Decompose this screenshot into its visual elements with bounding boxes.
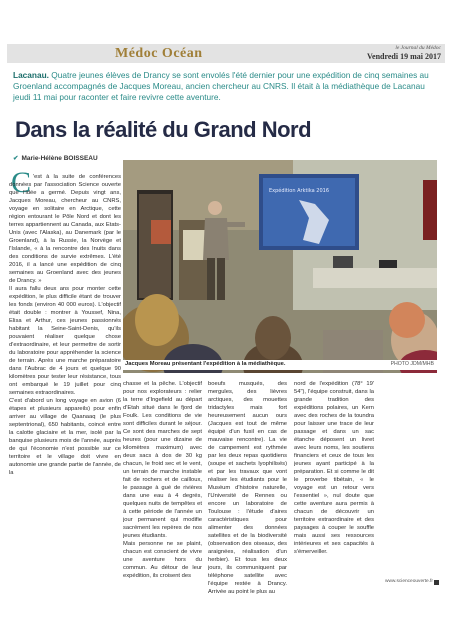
- article-headline: Dans la réalité du Grand Nord: [15, 117, 312, 142]
- article-photo: [123, 160, 437, 373]
- newspaper-brand: le Journal du Médoc: [395, 45, 441, 51]
- article-column-3: boeufs musqués, des mergules, des lièvres arctiques, des mouettes tridactyles mais fort heureusement aucun ours (Jacques est tout de même équipé d'un fusil en cas de mauvaise rencontre). La vie de campement est rythmée par les deux repas quotidiens (soupe et sachets lyophilisés) et par les travaux que vont réaliser les étudiants pour le Muséum d'histoire naturelle, l'Université de Rennes ou encore un laboratoire de Toulouse : l'étude d'aires caractéristiques pour alimenter des données satellites et de la biodiversité (observation des oiseaux, des araignées, réalisation d'un herbier). Et tous les deux jours, ils communiquent par téléphone satellite avec l'équipe restée à Drancy. Arrivée au point le plus au: [208, 381, 287, 595]
- article-lead: [13, 70, 441, 102]
- photo-credit: PHOTO JDM/MHB: [390, 361, 434, 367]
- article-column-1-text: 'est à la suite de conférences données par l'association Science ouverte que l'idée a germé. Depuis vingt ans, Jacques Moreau, chercheur au CNRS, voyage en solitaire en Arctique, cette région entourant le Pôle Nord et dont les terres appartiennent au Canada, aux Etats-Unis (avec l'Alaska), au Danemark (par le Groenland), à la Russie, la Norvège et l'Islande, « à la rencontre des Inuits dans des conditions de survie extrêmes. L'été 2016, il a lancé une expédition de cinq semaines au Groenland avec des jeunes de Drancy. » Il aura fallu deux ans pour monter cette expédition, le plus difficile étant de trouver les fonds (environ 40 000 euros). L'objectif était double : montrer à Youssef, Nina, Elisa et Arthur, ces jeunes passionnés habitant la Seine-Saint-Denis, qu'ils pouvaient réaliser quelque chose d'extraordinaire, et leur permettre de sortir du laboratoire pour appréhender la science de terrain. Après une marche préparatoire dans l'Aubrac de 4 jours et quelque 90 kilomètres pour tester leur résistance, tous ont embarqué le 19 juillet pour cinq semaines extraordinaires. C'est d'abord un long voyage en avion (6 étapes et plusieurs appareils) pour enfin arriver au village de Qaanaaq (le plus septentrional), 650 habitants, coincé entre la calotte glaciaire et la mer, isolé par la banquise plusieurs mois de l'année, auprès de qui l'économie n'est possible sur ce territoire et le village doit vivre en autonomie une grande partie de l'année, de la: [9, 174, 121, 476]
- dropcap: C: [11, 166, 32, 199]
- section-header: [7, 44, 445, 63]
- footer-url: www.scienceouverte.fr: [385, 579, 433, 584]
- article-column-4: nord de l'expédition (78° 19' 54"), l'équipe construit, dans la grande tradition des expéditions polaires, un Kern avec des roches de la toundra pour laisser une trace de leur passage et dans un sac étanche déposent un livret avec leurs noms, les soutiens financiers et ceux de tous les jeunes ayant participé à la préparation. Et si comme le dit le proverbe tibétain, « le voyage est un retour vers l'essentiel », nul doute que cette aventure aura permis à chacun de découvrir un territoire extraordinaire et des paysages à couper le souffle mais aussi ses ressources intérieures et ses capacités à s'émerveiller.: [294, 381, 374, 555]
- check-icon: ✔: [13, 155, 19, 162]
- photo-illustration: [123, 160, 437, 373]
- lead-place: Lacanau.: [13, 70, 49, 80]
- end-mark: [434, 580, 439, 585]
- author-name: Marie-Hélène BOISSEAU: [21, 155, 98, 162]
- newspaper-page: [7, 44, 445, 619]
- lead-text: Quatre jeunes élèves de Drancy se sont envolés l'été dernier pour une expédition de cinq semaines au Groenland accompagnés de Jacques Moreau, ancien chercheur au CNRS. Il était à la médiathèque de Lacanau jeudi 11 mai pour raconter et faire revivre cette aventure.: [13, 70, 429, 102]
- article-column-1: [9, 168, 121, 611]
- byline: [13, 154, 98, 162]
- section-title: Médoc Océan: [115, 46, 203, 61]
- article-column-2: chasse et la pêche. L'objectif pour nos explorateurs : relier la terre d'Ingefield au départ d'Etah situé dans le fjord de Foulk. Les conditions de vie sont difficiles durant le séjour. Ce sont des marches de sept heures (pour une dizaine de kilomètres maximum) avec deux sacs à dos de 30 kg chacun, le froid sec et le vent, un terrain de marche instable fait de rochers et de cailloux, le passage à gué de rivières dans une eau à 4 degrés, quelques nuits de tempêtes et à cette période de l'année un jour permanent qui modifie sacrément les repères de nos jeunes étudiants. Mais personne ne se plaint, chacun est conscient de vivre une aventure hors du commun. Au détour de leur expédition, ils croisent des: [123, 381, 202, 579]
- screen-text: Expédition Arktika 2016: [269, 188, 330, 194]
- photo-caption-bar: [123, 360, 437, 370]
- photo-caption: Jacques Moreau présentant l'expédition à la médiathèque.: [125, 361, 286, 367]
- issue-date: Vendredi 19 mai 2017: [366, 52, 441, 61]
